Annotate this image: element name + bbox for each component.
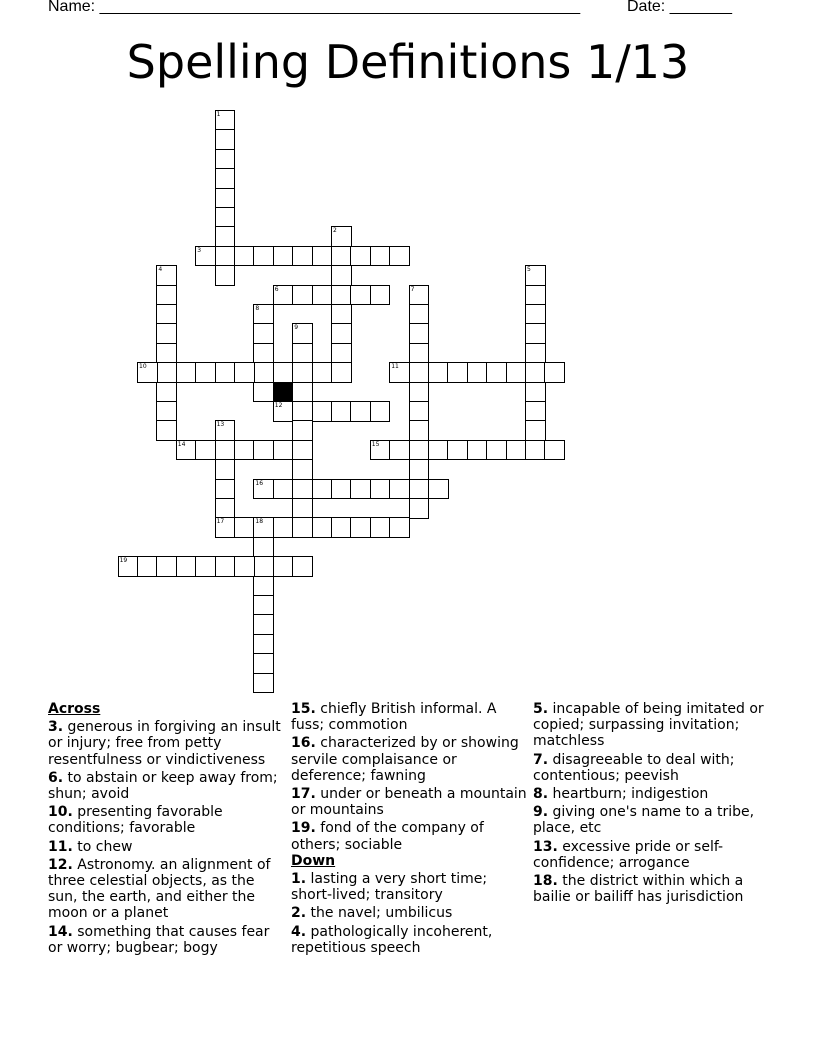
- clue-item: [48, 719, 284, 768]
- grid-cell[interactable]: [273, 479, 294, 500]
- grid-cell[interactable]: [137, 556, 158, 577]
- grid-cell[interactable]: [234, 246, 255, 267]
- clue-item: [533, 873, 769, 905]
- clue-text: characterized by or showing servile complaisance or deference; fawning: [291, 735, 519, 784]
- grid-cell[interactable]: [215, 556, 236, 577]
- clue-item: [533, 804, 769, 836]
- grid-cell[interactable]: [215, 517, 236, 538]
- grid-cell[interactable]: [215, 168, 236, 189]
- grid-cell[interactable]: [409, 304, 430, 325]
- clue-item: [291, 820, 527, 852]
- clue-text: excessive pride or self-confidence; arrogance: [533, 838, 724, 871]
- clue-item: [48, 839, 284, 855]
- grid-cell[interactable]: [409, 323, 430, 344]
- clue-text: something that causes fear or worry; bugbear; bogy: [48, 923, 270, 956]
- grid-cell[interactable]: [253, 576, 274, 597]
- grid-cell[interactable]: [292, 246, 313, 267]
- grid-cell[interactable]: [409, 362, 430, 383]
- clue-number: 13: [216, 421, 225, 429]
- clue-number: 7: [410, 285, 415, 293]
- grid-cell[interactable]: [525, 382, 546, 403]
- grid-cell[interactable]: [486, 440, 507, 461]
- grid-cell[interactable]: [253, 343, 274, 364]
- grid-cell[interactable]: [195, 246, 216, 267]
- grid-cell[interactable]: [389, 517, 410, 538]
- grid-cell[interactable]: [156, 265, 177, 286]
- clue-text: generous in forgiving an insult or injury; free from petty resentfulness or vindictiveness: [48, 719, 281, 768]
- grid-cell[interactable]: [253, 634, 274, 655]
- grid-cell[interactable]: [312, 401, 333, 422]
- clue-number: 6: [274, 285, 279, 293]
- grid-cell[interactable]: [253, 362, 274, 383]
- grid-cell[interactable]: [350, 246, 371, 267]
- grid-cell[interactable]: [215, 207, 236, 228]
- clue-number-label: 9.: [533, 804, 549, 821]
- grid-cell[interactable]: [409, 285, 430, 306]
- grid-cell[interactable]: [253, 323, 274, 344]
- clue-text: Astronomy. an alignment of three celestial objects, as the sun, the earth, and either the moon or a planet: [48, 856, 271, 922]
- clue-item: [291, 924, 527, 956]
- clue-number-label: 12.: [48, 856, 73, 873]
- grid-cell[interactable]: [195, 556, 216, 577]
- grid-cell[interactable]: [234, 517, 255, 538]
- grid-cell[interactable]: [273, 440, 294, 461]
- grid-cell[interactable]: [331, 246, 352, 267]
- grid-cell[interactable]: [292, 343, 313, 364]
- grid-cell[interactable]: [312, 479, 333, 500]
- grid-cell[interactable]: [331, 479, 352, 500]
- clue-number-label: 1.: [291, 871, 307, 888]
- clue-number: 14: [177, 440, 186, 448]
- grid-cell[interactable]: [195, 362, 216, 383]
- grid-cell[interactable]: [370, 440, 391, 461]
- clue-number: 12: [274, 402, 283, 409]
- clue-text: heartburn; indigestion: [548, 786, 709, 803]
- grid-cell[interactable]: [215, 362, 236, 383]
- clue-number: 3: [197, 246, 202, 254]
- grid-cell[interactable]: [525, 343, 546, 364]
- clue-number-label: 11.: [48, 838, 73, 855]
- section-heading: Across: [48, 701, 101, 717]
- grid-cell[interactable]: [215, 129, 236, 150]
- grid-cell[interactable]: [234, 556, 255, 577]
- grid-cell[interactable]: [118, 556, 139, 577]
- grid-cell[interactable]: [506, 362, 527, 383]
- grid-cell[interactable]: [292, 362, 313, 383]
- clue-number: 2: [333, 227, 337, 235]
- clue-number-label: 15.: [291, 701, 316, 717]
- grid-cell[interactable]: [350, 479, 371, 500]
- grid-cell[interactable]: [409, 420, 430, 441]
- clue-item: [533, 752, 769, 784]
- grid-cell[interactable]: [273, 517, 294, 538]
- clue-text: the navel; umbilicus: [306, 905, 453, 922]
- grid-cell[interactable]: [312, 362, 333, 383]
- clue-number: 9: [294, 324, 299, 332]
- clue-number: 17: [216, 518, 225, 526]
- clue-item: [533, 839, 769, 871]
- clue-item: [48, 770, 284, 802]
- grid-cell[interactable]: [176, 556, 197, 577]
- clue-column-2: [291, 701, 527, 956]
- grid-cell[interactable]: [409, 459, 430, 480]
- grid-cell[interactable]: [156, 285, 177, 306]
- grid-block: [273, 382, 294, 403]
- grid-cell[interactable]: [370, 285, 391, 306]
- section-heading: Down: [291, 852, 336, 869]
- grid-cell[interactable]: [350, 285, 371, 306]
- date-field: Date: _______: [627, 0, 732, 15]
- grid-cell[interactable]: [525, 420, 546, 441]
- grid-cell[interactable]: [389, 362, 410, 383]
- clue-number-label: 4.: [291, 923, 307, 940]
- clue-text: to abstain or keep away from; shun; avoid: [48, 769, 278, 803]
- grid-cell[interactable]: [525, 362, 546, 383]
- grid-cell[interactable]: [253, 479, 274, 500]
- grid-cell[interactable]: [447, 362, 468, 383]
- grid-cell[interactable]: [409, 401, 430, 422]
- grid-cell[interactable]: [273, 362, 294, 383]
- grid-cell[interactable]: [331, 517, 352, 538]
- clue-item: [291, 735, 527, 784]
- grid-cell[interactable]: [176, 440, 197, 461]
- grid-cell[interactable]: [253, 673, 274, 694]
- grid-cell[interactable]: [428, 440, 449, 461]
- grid-cell[interactable]: [215, 246, 236, 267]
- grid-cell[interactable]: [331, 323, 352, 344]
- grid-cell[interactable]: [215, 265, 236, 286]
- clue-number-label: 8.: [533, 786, 549, 803]
- grid-cell[interactable]: [409, 498, 430, 519]
- clue-number: 4: [158, 266, 163, 274]
- grid-cell[interactable]: [215, 498, 236, 519]
- grid-cell[interactable]: [253, 246, 274, 267]
- grid-cell[interactable]: [292, 517, 313, 538]
- grid-cell[interactable]: [253, 537, 274, 558]
- clue-number: 5: [527, 266, 531, 274]
- grid-cell[interactable]: [409, 479, 430, 500]
- grid-cell[interactable]: [525, 304, 546, 325]
- clue-number-label: 18.: [533, 873, 558, 890]
- grid-cell[interactable]: [234, 362, 255, 383]
- grid-cell[interactable]: [370, 401, 391, 422]
- clue-text: lasting a very short time; short-lived; transitory: [291, 871, 488, 904]
- grid-cell[interactable]: [331, 226, 352, 247]
- grid-cell[interactable]: [292, 323, 313, 344]
- grid-cell[interactable]: [292, 556, 313, 577]
- grid-cell[interactable]: [312, 246, 333, 267]
- grid-cell[interactable]: [176, 362, 197, 383]
- grid-cell[interactable]: [215, 188, 236, 209]
- grid-cell[interactable]: [428, 479, 449, 500]
- clue-number-label: 3.: [48, 719, 64, 736]
- clue-number-label: 10.: [48, 804, 73, 821]
- page-title: Spelling Definitions 1/13: [126, 35, 690, 89]
- grid-cell[interactable]: [370, 246, 391, 267]
- clue-number: 8: [255, 305, 260, 312]
- name-field: Name: ______________________________________________________: [48, 0, 581, 15]
- grid-cell[interactable]: [253, 556, 274, 577]
- grid-cell[interactable]: [292, 440, 313, 461]
- grid-cell[interactable]: [389, 479, 410, 500]
- grid-cell[interactable]: [331, 265, 352, 286]
- grid-cell[interactable]: [331, 304, 352, 325]
- grid-cell[interactable]: [215, 226, 236, 247]
- grid-cell[interactable]: [292, 479, 313, 500]
- grid-cell[interactable]: [156, 304, 177, 325]
- clue-number-label: 17.: [291, 786, 316, 803]
- grid-cell[interactable]: [215, 479, 236, 500]
- clue-text: presenting favorable conditions; favorable: [48, 804, 223, 837]
- grid-cell[interactable]: [273, 401, 294, 422]
- grid-cell[interactable]: [292, 401, 313, 422]
- grid-cell[interactable]: [253, 653, 274, 674]
- grid-cell[interactable]: [215, 110, 236, 131]
- clue-item: [533, 701, 769, 750]
- clue-text: incapable of being imitated or copied; surpassing invitation; matchless: [533, 701, 764, 750]
- clue-item: [291, 701, 527, 733]
- clue-number-label: 6.: [48, 769, 64, 786]
- grid-cell[interactable]: [156, 362, 177, 383]
- grid-cell[interactable]: [467, 362, 488, 383]
- grid-cell[interactable]: [253, 517, 274, 538]
- clue-item: [291, 905, 527, 921]
- clue-item: [533, 786, 769, 802]
- grid-cell[interactable]: [544, 440, 565, 461]
- grid-cell[interactable]: [273, 556, 294, 577]
- grid-cell[interactable]: [253, 614, 274, 635]
- clue-item: [48, 924, 284, 956]
- clue-text: under or beneath a mountain or mountains: [291, 786, 527, 819]
- grid-cell[interactable]: [350, 401, 371, 422]
- clue-number-label: 14.: [48, 923, 73, 940]
- clue-column-3: [533, 701, 769, 905]
- clue-item: [291, 871, 527, 903]
- grid-cell[interactable]: [292, 382, 313, 403]
- grid-cell[interactable]: [253, 382, 274, 403]
- grid-cell[interactable]: [447, 440, 468, 461]
- clue-text: chiefly British informal. A fuss; commotion: [291, 701, 497, 734]
- grid-cell[interactable]: [370, 479, 391, 500]
- grid-cell[interactable]: [215, 149, 236, 170]
- clue-number: 19: [119, 557, 128, 565]
- grid-cell[interactable]: [409, 382, 430, 403]
- grid-cell[interactable]: [292, 459, 313, 480]
- grid-cell[interactable]: [253, 304, 274, 325]
- grid-cell[interactable]: [331, 401, 352, 422]
- clue-item: [48, 804, 284, 836]
- grid-cell[interactable]: [331, 362, 352, 383]
- clue-text: giving one's name to a tribe, place, etc: [533, 804, 755, 837]
- grid-cell[interactable]: [525, 265, 546, 286]
- grid-cell[interactable]: [253, 595, 274, 616]
- grid-cell[interactable]: [215, 440, 236, 461]
- clue-number: 15: [371, 440, 380, 448]
- grid-cell[interactable]: [292, 285, 313, 306]
- grid-cell[interactable]: [525, 285, 546, 306]
- grid-cell[interactable]: [389, 246, 410, 267]
- grid-cell[interactable]: [215, 420, 236, 441]
- clue-number: 10: [139, 363, 147, 371]
- grid-cell[interactable]: [273, 246, 294, 267]
- grid-cell[interactable]: [467, 440, 488, 461]
- clue-column-1: [48, 701, 284, 956]
- grid-cell[interactable]: [506, 440, 527, 461]
- grid-cell[interactable]: [156, 401, 177, 422]
- grid-cell[interactable]: [428, 362, 449, 383]
- clue-item: [291, 786, 527, 818]
- clue-number: 1: [216, 111, 221, 118]
- grid-cell[interactable]: [253, 440, 274, 461]
- grid-cell[interactable]: [156, 556, 177, 577]
- grid-cell[interactable]: [292, 498, 313, 519]
- grid-cell[interactable]: [156, 323, 177, 344]
- clue-text: pathologically incoherent, repetitious speech: [291, 923, 493, 956]
- grid-cell[interactable]: [156, 420, 177, 441]
- grid-cell[interactable]: [389, 440, 410, 461]
- grid-cell[interactable]: [137, 362, 158, 383]
- clue-number: 11: [391, 363, 399, 371]
- clue-text: the district within which a bailie or bailiff has jurisdiction: [533, 873, 744, 906]
- clue-number-label: 2.: [291, 905, 307, 922]
- grid-cell[interactable]: [292, 420, 313, 441]
- grid-cell[interactable]: [215, 459, 236, 480]
- clue-number-label: 13.: [533, 838, 558, 855]
- grid-cell[interactable]: [234, 440, 255, 461]
- grid-cell[interactable]: [312, 285, 333, 306]
- clue-number-label: 5.: [533, 701, 549, 717]
- grid-cell[interactable]: [312, 517, 333, 538]
- grid-cell[interactable]: [409, 343, 430, 364]
- grid-cell[interactable]: [331, 285, 352, 306]
- grid-cell[interactable]: [350, 517, 371, 538]
- clue-number: 16: [255, 479, 264, 487]
- grid-cell[interactable]: [156, 382, 177, 403]
- clue-text: disagreeable to deal with; contentious; peevish: [533, 751, 735, 784]
- clue-number-label: 19.: [291, 820, 316, 837]
- grid-cell[interactable]: [525, 323, 546, 344]
- grid-cell[interactable]: [273, 285, 294, 306]
- clue-number: 18: [255, 518, 264, 526]
- grid-cell[interactable]: [409, 440, 430, 461]
- clue-text: fond of the company of others; sociable: [291, 820, 484, 853]
- grid-cell[interactable]: [525, 440, 546, 461]
- grid-cell[interactable]: [156, 343, 177, 364]
- clue-item: [48, 857, 284, 922]
- grid-cell[interactable]: [195, 440, 216, 461]
- clue-number-label: 7.: [533, 751, 549, 768]
- clue-text: to chew: [72, 838, 133, 855]
- grid-cell[interactable]: [525, 401, 546, 422]
- clue-number-label: 16.: [291, 735, 316, 752]
- grid-cell[interactable]: [486, 362, 507, 383]
- grid-cell[interactable]: [370, 517, 391, 538]
- grid-cell[interactable]: [544, 362, 565, 383]
- grid-cell[interactable]: [331, 343, 352, 364]
